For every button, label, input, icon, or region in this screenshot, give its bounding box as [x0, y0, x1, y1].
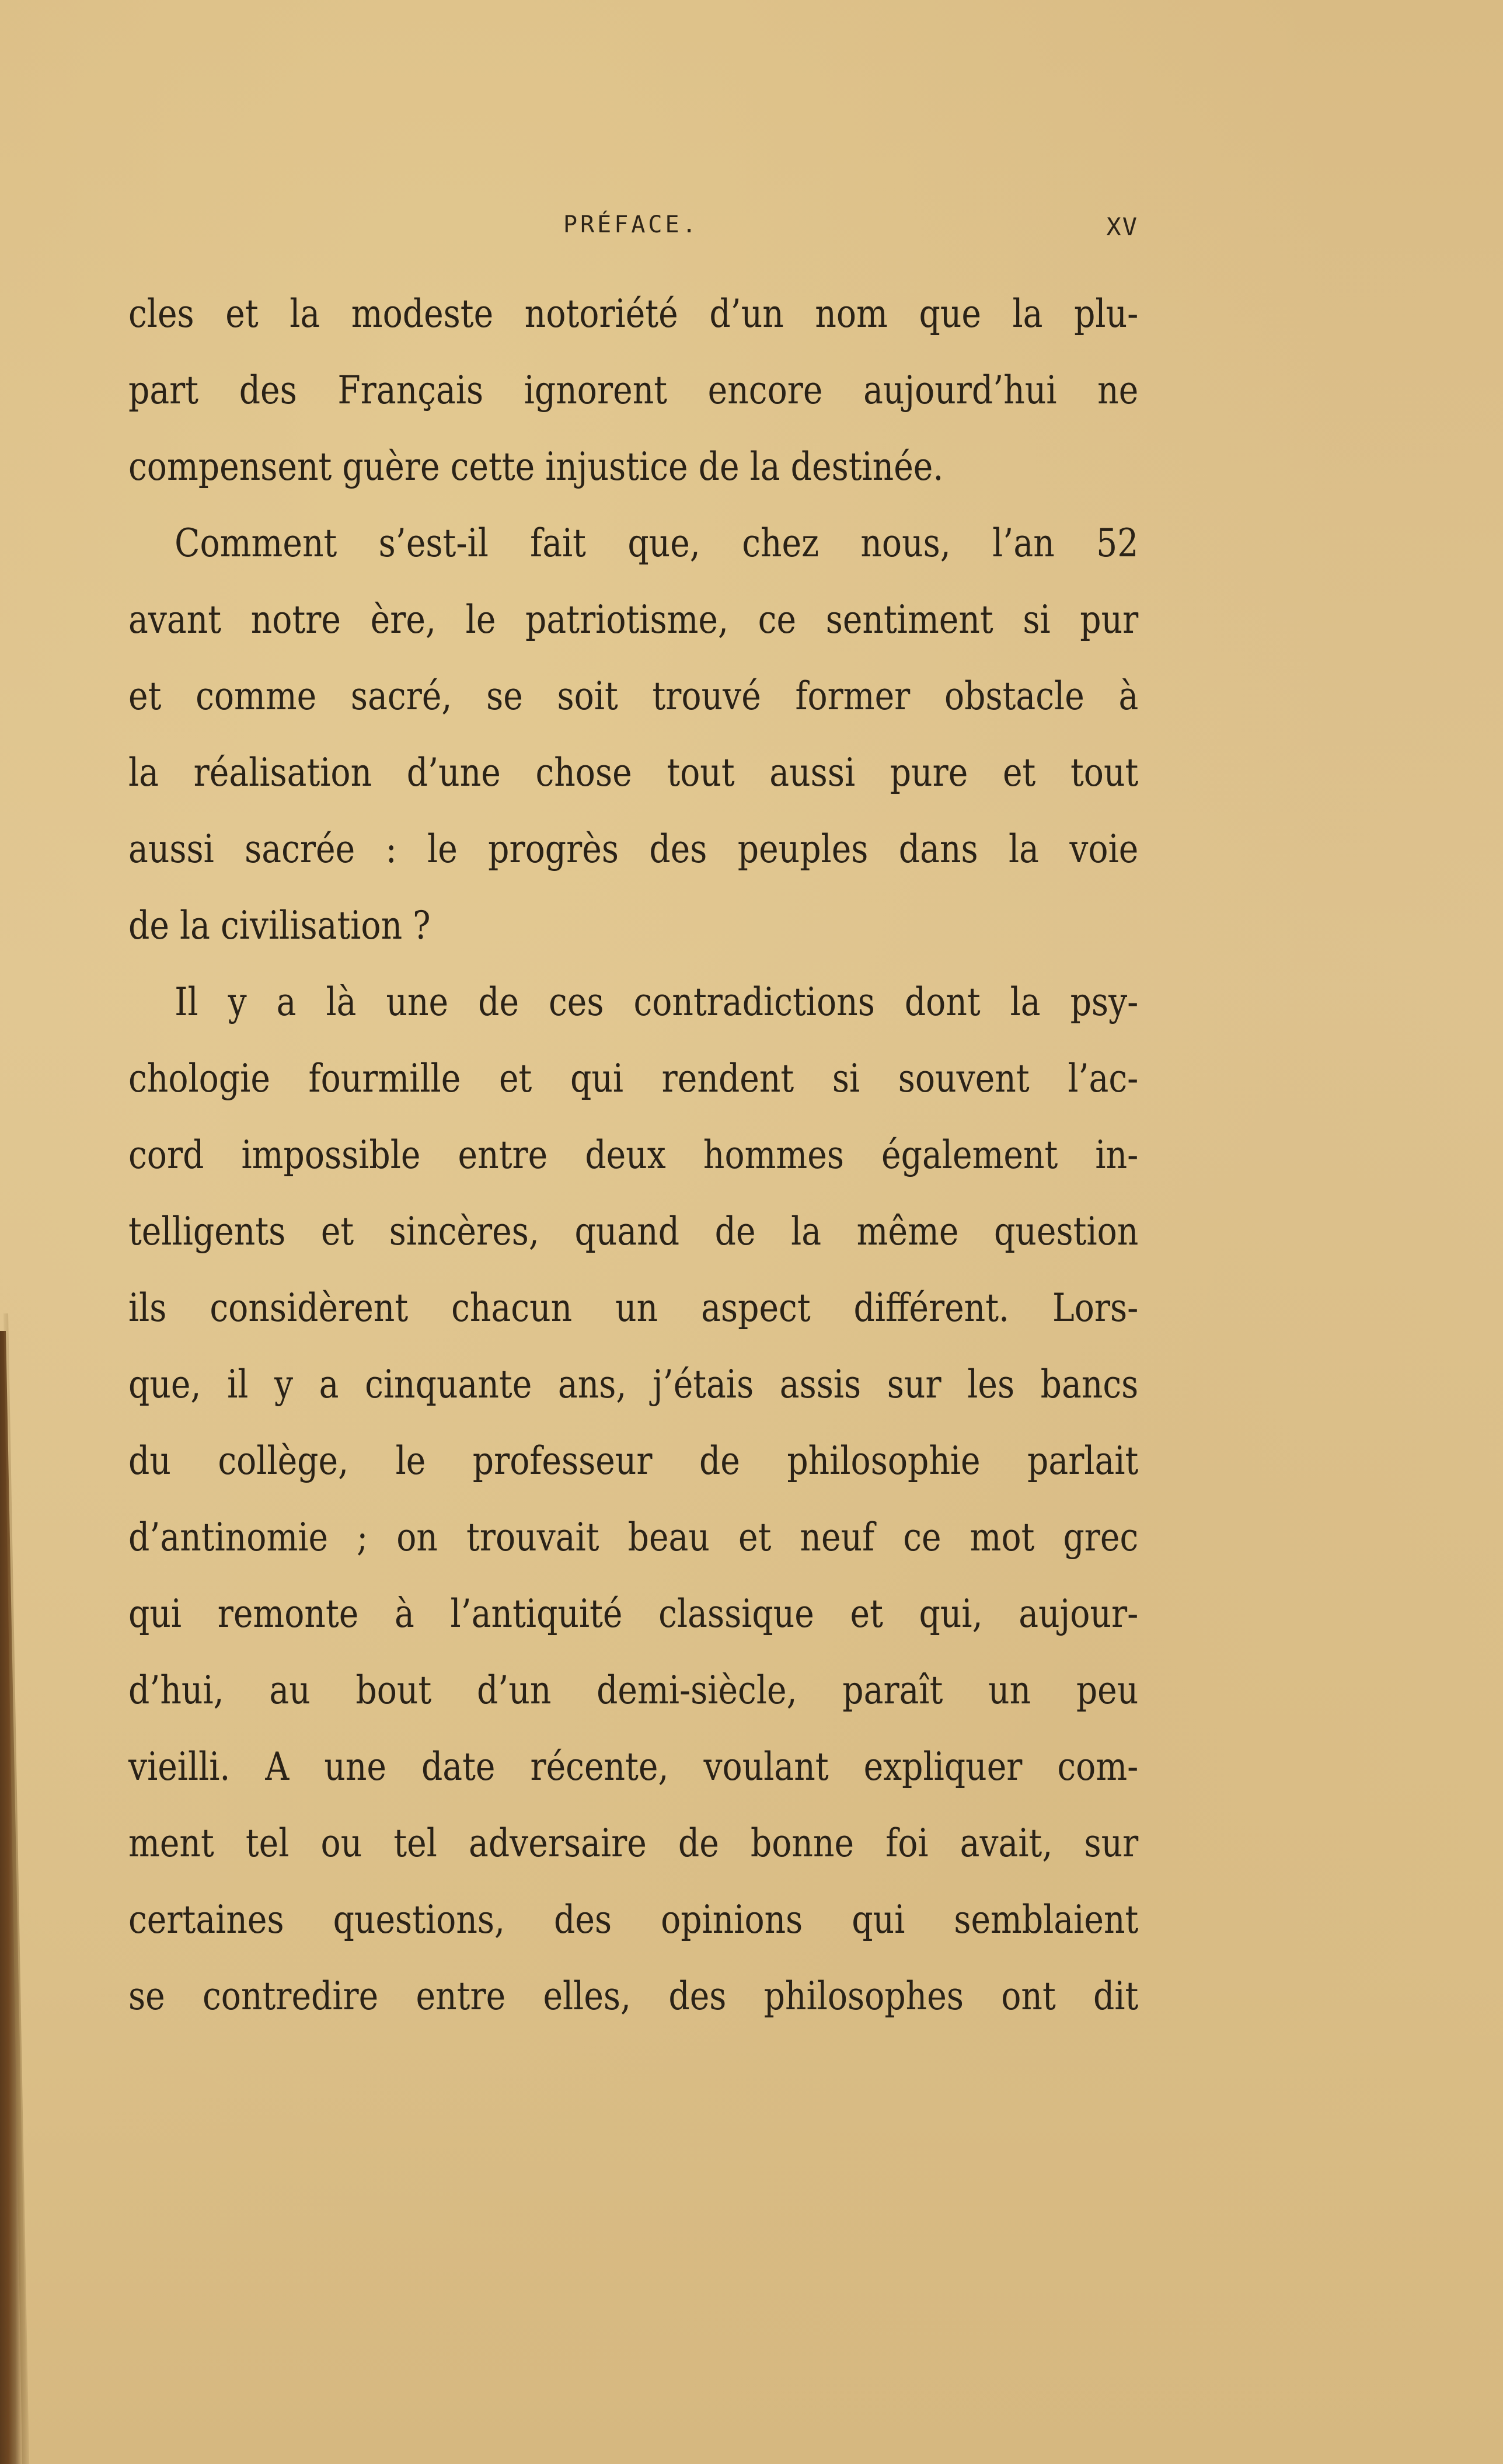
text-line: telligents et sincères, quand de la même question [128, 1209, 1139, 1254]
body-text [128, 285, 1138, 2044]
text-line: aussi sacrée : le progrès des peuples dans la voie [128, 827, 1139, 872]
text-line: du collège, le professeur de philosophie parlait [128, 1438, 1139, 1483]
text-line: et comme sacré, se soit trouvé former obstacle à [128, 674, 1139, 719]
text-line: ment tel ou tel adversaire de bonne foi avait, sur [128, 1821, 1139, 1866]
text-line: d’hui, au bout d’un demi-siècle, paraît un peu [128, 1668, 1139, 1713]
text-line: qui remonte à l’antiquité classique et qui, aujour- [128, 1591, 1139, 1636]
text-line: chologie fourmille et qui rendent si souvent l’ac- [128, 1056, 1139, 1101]
text-line: part des Français ignorent encore aujourd’hui ne [128, 368, 1139, 413]
text-line: vieilli. A une date récente, voulant expliquer com- [128, 1744, 1139, 1789]
text-line: se contredire entre elles, des philosophes ont dit [128, 1974, 1139, 2019]
text-line: de la civilisation ? [128, 903, 431, 948]
text-line: que, il y a cinquante ans, j’étais assis sur les bancs [128, 1362, 1139, 1407]
text-line: avant notre ère, le patriotisme, ce sentiment si pur [128, 597, 1139, 642]
page-number: XV [1106, 212, 1138, 241]
text-line: cles et la modeste notoriété d’un nom que la plu- [128, 291, 1139, 336]
text-line: certaines questions, des opinions qui semblaient [128, 1897, 1139, 1942]
text-line: la réalisation d’une chose tout aussi pure et tout [128, 750, 1139, 795]
book-spine-edge [0, 0, 28, 2464]
paragraph-first-line: Il y a là une de ces contradictions dont la psy- [175, 980, 1139, 1024]
paragraph-first-line: Comment s’est-il fait que, chez nous, l’an 52 [175, 521, 1139, 566]
text-line: ils considèrent chacun un aspect différent. Lors- [128, 1285, 1139, 1330]
running-head [128, 211, 1138, 246]
text-line: d’antinomie ; on trouvait beau et neuf ce mot grec [128, 1515, 1139, 1560]
text-line: cord impossible entre deux hommes également in- [128, 1132, 1139, 1177]
running-title: PRÉFACE. [563, 211, 699, 238]
text-line: compensent guère cette injustice de la destinée. [128, 444, 944, 489]
